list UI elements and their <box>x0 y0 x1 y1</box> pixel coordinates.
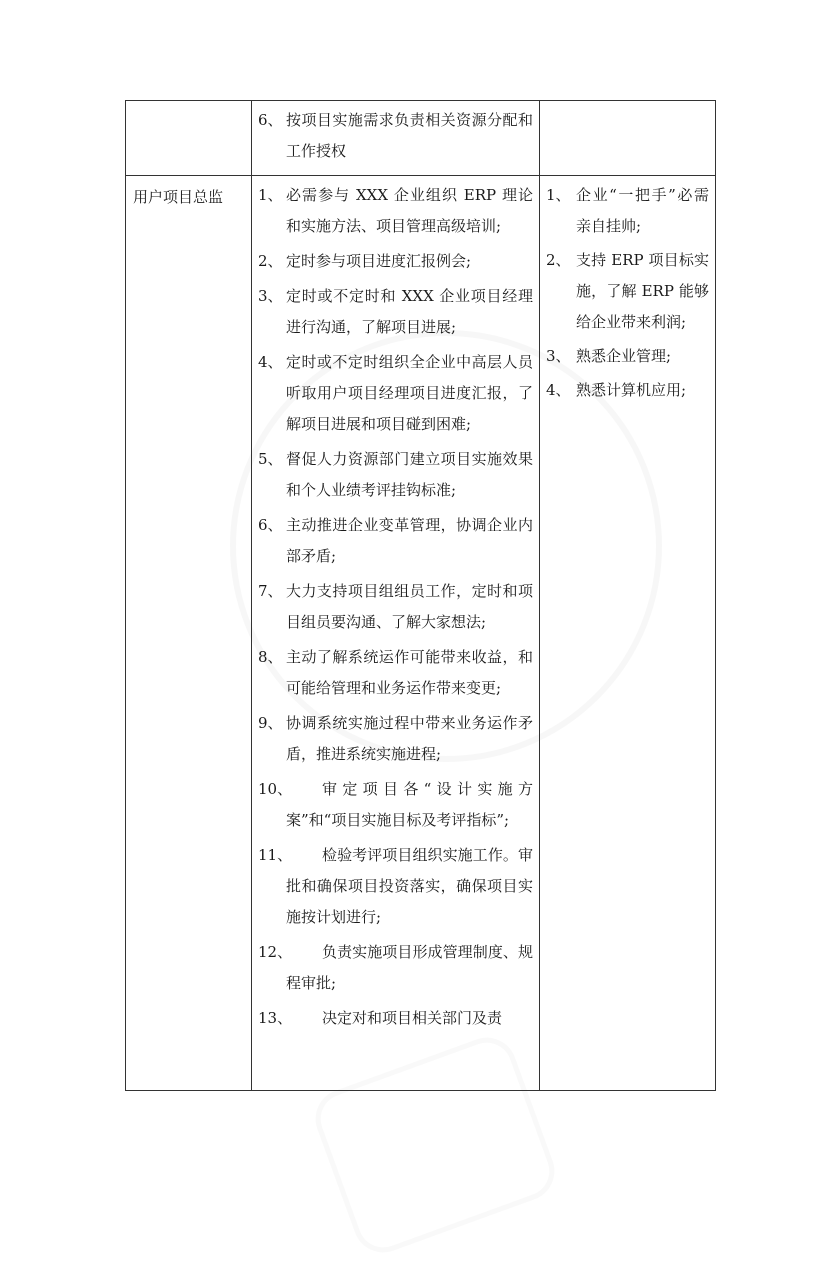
role-cell-empty <box>126 101 252 176</box>
item-number: 4、 <box>258 353 283 371</box>
role-label: 用户项目总监 <box>133 188 224 206</box>
item-number: 11、 <box>258 846 293 864</box>
item-text: 审定项目各“设计实施方案”和“项目实施目标及考评指标”; <box>286 780 533 829</box>
item-text: 大力支持项目组组员工作，定时和项目组员要沟通、了解大家想法; <box>286 582 533 631</box>
requirement-list <box>546 180 709 406</box>
responsibility-list <box>258 180 533 1034</box>
list-item <box>546 375 709 406</box>
item-text: 督促人力资源部门建立项目实施效果和个人业绩考评挂钩标准; <box>286 450 533 499</box>
item-number: 4、 <box>546 381 571 399</box>
list-item <box>258 510 533 572</box>
list-item <box>258 774 533 836</box>
list-item <box>258 444 533 506</box>
item-text: 企业“一把手”必需亲自挂帅; <box>576 186 709 235</box>
item-text: 检验考评项目组织实施工作。审批和确保项目投资落实，确保项目实施按计划进行; <box>286 846 533 926</box>
item-text: 熟悉计算机应用; <box>576 381 687 399</box>
list-item <box>258 105 533 167</box>
list-item <box>258 840 533 933</box>
list-item <box>258 708 533 770</box>
item-text: 定时参与项目进度汇报例会; <box>286 252 472 270</box>
item-number: 2、 <box>258 252 283 270</box>
item-number: 10、 <box>258 780 293 798</box>
item-text: 主动了解系统运作可能带来收益，和可能给管理和业务运作带来变更; <box>286 648 533 697</box>
item-number: 1、 <box>546 186 571 204</box>
table-row <box>126 101 716 176</box>
item-number: 2、 <box>546 251 571 269</box>
item-text: 熟悉企业管理; <box>576 347 672 365</box>
item-text: 定时或不定时和 XXX 企业项目经理进行沟通，了解项目进展; <box>286 287 533 336</box>
item-number: 3、 <box>258 287 283 305</box>
item-text: 负责实施项目形成管理制度、规程审批; <box>286 943 533 992</box>
responsibility-cell <box>252 101 540 176</box>
item-text: 决定对和项目相关部门及责 <box>322 1009 503 1027</box>
item-text: 协调系统实施过程中带来业务运作矛盾，推进系统实施进程; <box>286 714 533 763</box>
requirement-cell <box>540 176 716 1091</box>
item-text: 主动推进企业变革管理，协调企业内部矛盾; <box>286 516 533 565</box>
item-text: 定时或不定时组织全企业中高层人员听取用户项目经理项目进度汇报，了解项目进展和项目碰到困难; <box>286 353 533 433</box>
item-number: 3、 <box>546 347 571 365</box>
list-item <box>258 937 533 999</box>
item-number: 6、 <box>258 111 283 129</box>
list-item <box>258 281 533 343</box>
responsibility-table <box>125 100 716 1091</box>
role-cell <box>126 176 252 1091</box>
item-number: 6、 <box>258 516 283 534</box>
list-item <box>546 341 709 372</box>
list-item <box>546 180 709 242</box>
table-row <box>126 176 716 1091</box>
item-text: 必需参与 XXX 企业组织 ERP 理论和实施方法、项目管理高级培训; <box>286 186 533 235</box>
list-item <box>546 245 709 338</box>
responsibility-cell <box>252 176 540 1091</box>
list-item <box>258 180 533 242</box>
item-number: 9、 <box>258 714 283 732</box>
item-number: 1、 <box>258 186 283 204</box>
requirement-cell-empty <box>540 101 716 176</box>
item-number: 13、 <box>258 1009 293 1027</box>
list-item <box>258 576 533 638</box>
item-number: 7、 <box>258 582 283 600</box>
item-number: 12、 <box>258 943 293 961</box>
item-number: 5、 <box>258 450 283 468</box>
list-item <box>258 1003 533 1034</box>
item-number: 8、 <box>258 648 283 666</box>
list-item <box>258 347 533 440</box>
item-text: 按项目实施需求负责相关资源分配和工作授权 <box>286 111 533 160</box>
item-text: 支持 ERP 项目标实施，了解 ERP 能够给企业带来利润; <box>576 251 709 331</box>
list-item <box>258 246 533 277</box>
list-item <box>258 642 533 704</box>
responsibility-list <box>258 105 533 167</box>
